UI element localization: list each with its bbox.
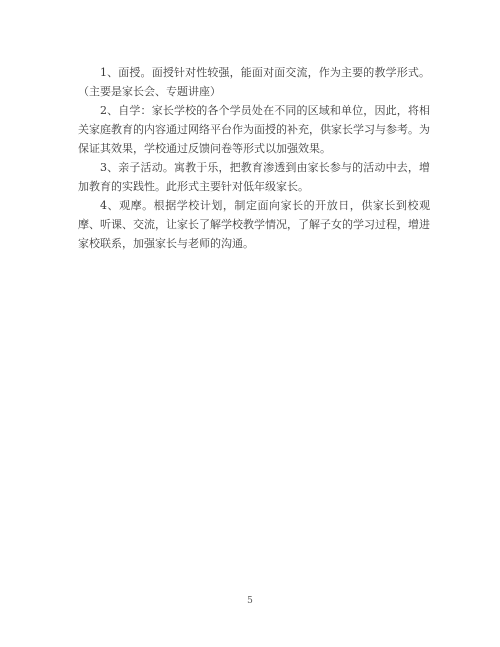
paragraph-parent-child-activity: 3、亲子活动。寓教于乐，把教育渗透到由家长参与的活动中去，增加教育的实践性。此形式主要针对低年级家长。	[78, 161, 430, 193]
paragraph-observation: 4、观摩。根据学校计划，制定面向家长的开放日，供家长到校观摩、听课、交流，让家长了解学校教学情况，了解子女的学习过程，增进家校联系，加强家长与老师的沟通。	[78, 199, 430, 250]
page-number: 5	[247, 596, 253, 606]
paragraph-self-study: 2、自学：家长学校的各个学员处在不同的区域和单位，因此，将相关家庭教育的内容通过网络平台作为面授的补充，供家长学习与参考。为保证其效果，学校通过反馈问卷等形式以加强效果。	[78, 104, 430, 155]
document-body	[78, 63, 430, 253]
paragraph-face-to-face: 1、面授。面授针对性较强，能面对面交流，作为主要的教学形式。（主要是家长会、专题讲座）	[78, 66, 430, 98]
